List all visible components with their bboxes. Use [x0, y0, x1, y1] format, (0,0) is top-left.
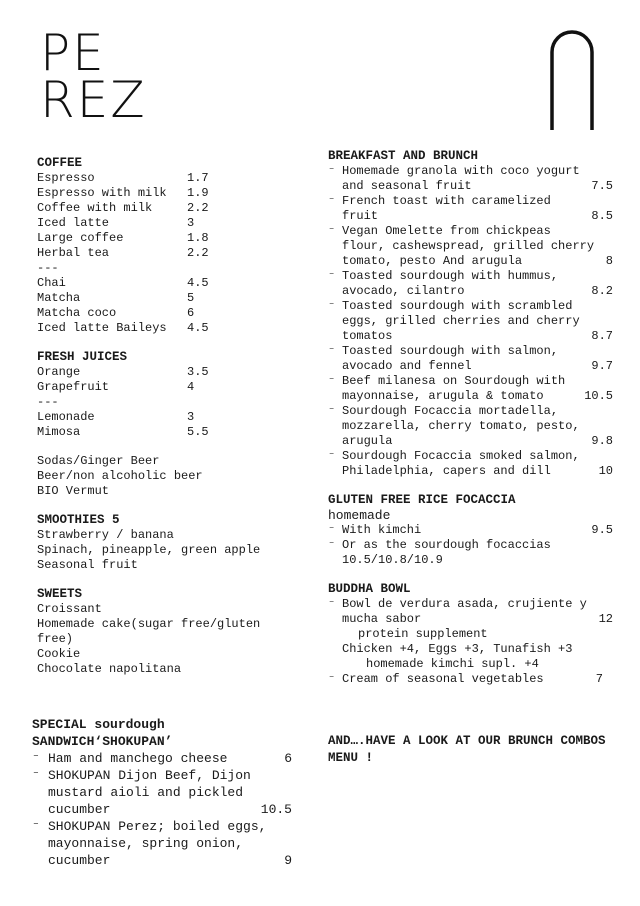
- menu-item: [328, 523, 613, 538]
- item-body: [342, 299, 613, 344]
- right-column: [328, 149, 613, 701]
- logo-line-1: PE: [40, 24, 106, 82]
- dash-icon: ⁻: [32, 751, 40, 766]
- item-body: [342, 164, 613, 194]
- item-text: Homemade granola with coco yogurt and seasonal fruit: [342, 164, 587, 193]
- menu-item: [32, 767, 292, 818]
- dash-icon: ⁻: [328, 538, 336, 552]
- item-text: SHOKUPAN Perez; boiled eggs, mayonnaise, spring onion, cucumber: [48, 819, 275, 868]
- menu-item: [328, 597, 613, 627]
- item-price: 10.5: [584, 389, 613, 403]
- menu-item: [328, 672, 613, 687]
- item-text: With kimchi: [342, 523, 422, 537]
- kimchi-supplement: homemade kimchi supl. +4: [366, 657, 539, 671]
- dash-icon: ⁻: [328, 269, 336, 283]
- item-text: Or as the sourdough focaccias 10.5/10.8/10.9: [342, 538, 559, 567]
- juices-section: [37, 350, 297, 440]
- menu-item: [37, 246, 297, 261]
- item-price: 4.5: [187, 276, 209, 290]
- item-text: Beef milanesa on Sourdough with mayonnaise, arugula & tomato: [342, 374, 573, 403]
- item-name: Chai: [37, 276, 66, 290]
- perez-logo: [40, 24, 147, 129]
- gluten-free-heading: GLUTEN FREE RICE FOCACCIA: [328, 493, 516, 507]
- list-item: Croissant: [37, 602, 102, 616]
- sweets-section: [37, 587, 297, 677]
- item-body: [342, 374, 613, 404]
- item-price: 2.2: [187, 201, 209, 215]
- menu-item: [328, 194, 613, 224]
- menu-item: [32, 818, 292, 869]
- item-text: Bowl de verdura asada, crujiente y mucha sabor: [342, 597, 595, 626]
- list-item: Homemade cake(sugar free/gluten free): [37, 617, 268, 646]
- menu-item: [328, 404, 613, 449]
- smoothies-heading: SMOOTHIES 5: [37, 513, 120, 527]
- menu-item: [328, 449, 613, 479]
- item-price: 7: [595, 672, 603, 686]
- list-item: Strawberry / banana: [37, 528, 174, 542]
- breakfast-heading: BREAKFAST AND BRUNCH: [328, 149, 479, 163]
- item-text: Toasted sourdough with salmon, avocado and fennel: [342, 344, 566, 373]
- sweets-list: [37, 602, 282, 677]
- menu-item: [37, 425, 297, 440]
- item-name: Coffee with milk: [37, 201, 153, 215]
- item-price: 10: [598, 464, 613, 478]
- menu-item: [37, 410, 297, 425]
- special-heading-line-1: SPECIAL sourdough: [32, 717, 165, 732]
- list-item: Cookie: [37, 647, 81, 661]
- list-item: Sodas/Ginger Beer: [37, 454, 160, 468]
- item-name: Iced latte Baileys: [37, 321, 167, 335]
- item-body: [342, 224, 613, 269]
- list-item: Spinach, pineapple, green apple: [37, 543, 261, 557]
- menu-item: [37, 306, 297, 321]
- gluten-free-subtitle: homemade: [328, 508, 391, 523]
- dash-icon: ⁻: [328, 224, 336, 238]
- item-price: 9.7: [591, 359, 613, 373]
- item-name: Mimosa: [37, 425, 81, 439]
- item-name: Orange: [37, 365, 81, 379]
- item-price: 6: [284, 751, 292, 766]
- menu-item: [37, 321, 297, 336]
- menu-item: [37, 231, 297, 246]
- breakfast-list: [328, 164, 613, 479]
- menu-item: [32, 750, 292, 767]
- item-text: SHOKUPAN Dijon Beef, Dijon mustard aioli and pickled cucumber: [48, 768, 259, 817]
- item-text: French toast with caramelized fruit: [342, 194, 559, 223]
- item-price: 6: [187, 306, 195, 320]
- dash-icon: ⁻: [328, 374, 336, 388]
- smoothies-list: [37, 528, 297, 573]
- coffee-section: [37, 156, 297, 336]
- menu-item: [37, 171, 297, 186]
- arch-logo-icon: [548, 26, 596, 130]
- item-price: 9.8: [591, 434, 613, 448]
- special-heading-line-2: SANDWICH‘SHOKUPAN’: [32, 734, 173, 749]
- special-list: [32, 750, 292, 869]
- item-name: Lemonade: [37, 410, 95, 424]
- list-item: Chocolate napolitana: [37, 662, 182, 676]
- menu-item: [37, 261, 297, 276]
- menu-item: [37, 216, 297, 231]
- coffee-list: [37, 171, 297, 336]
- left-column: [37, 156, 297, 691]
- item-body: [342, 538, 613, 568]
- menu-item: [328, 164, 613, 194]
- list-item: Beer/non alcoholic beer: [37, 469, 203, 483]
- dash-icon: ⁻: [328, 164, 336, 178]
- item-name: ---: [37, 395, 59, 409]
- item-price: 8: [605, 254, 613, 268]
- menu-item: [37, 395, 297, 410]
- item-name: Iced latte: [37, 216, 110, 230]
- menu-item: [37, 186, 297, 201]
- item-price: 1.9: [187, 186, 209, 200]
- item-body: [342, 269, 613, 299]
- dash-icon: ⁻: [328, 299, 336, 313]
- item-body: [342, 194, 613, 224]
- menu-item: [328, 224, 613, 269]
- item-price: 1.8: [187, 231, 209, 245]
- item-body: [48, 818, 292, 869]
- menu-item: [328, 344, 613, 374]
- item-text: Sourdough Focaccia mortadella, mozzarella, cherry tomato, pesto, arugula: [342, 404, 587, 448]
- sweets-heading: SWEETS: [37, 587, 83, 601]
- special-sandwich-section: [32, 716, 292, 869]
- menu-item: [37, 291, 297, 306]
- item-price: 3.5: [187, 365, 209, 379]
- coffee-heading: COFFEE: [37, 156, 83, 170]
- item-price: 12: [598, 612, 613, 626]
- buddha-bowl-heading: BUDDHA BOWL: [328, 582, 411, 596]
- item-name: Espresso: [37, 171, 95, 185]
- item-body: [342, 404, 613, 449]
- item-text: Vegan Omelette from chickpeas flour, cashewspread, grilled cherry tomato, pesto And arugula: [342, 224, 602, 268]
- brunch-combos-note: AND….HAVE A LOOK AT OUR BRUNCH COMBOS MENU !: [328, 734, 606, 765]
- menu-item: [37, 201, 297, 216]
- item-price: 4.5: [187, 321, 209, 335]
- item-text: Ham and manchego cheese: [48, 751, 228, 766]
- dash-icon: ⁻: [328, 449, 336, 463]
- item-price: 7.5: [591, 179, 613, 193]
- item-name: Matcha coco: [37, 306, 117, 320]
- item-price: 3: [187, 410, 195, 424]
- protein-label: protein supplement: [358, 627, 488, 641]
- menu-item: [328, 269, 613, 299]
- item-price: 9: [284, 853, 292, 868]
- item-body: [48, 750, 292, 767]
- item-name: ---: [37, 261, 59, 275]
- list-item: BIO Vermut: [37, 484, 110, 498]
- item-text: Toasted sourdough with scrambled eggs, grilled cherries and cherry tomatos: [342, 299, 587, 343]
- dash-icon: ⁻: [328, 404, 336, 418]
- item-name: Grapefruit: [37, 380, 110, 394]
- juices-list: [37, 365, 297, 440]
- drinks-list: [37, 454, 297, 499]
- item-price: 8.7: [591, 329, 613, 343]
- item-text: Toasted sourdough with hummus, avocado, cilantro: [342, 269, 566, 298]
- item-price: 2.2: [187, 246, 209, 260]
- menu-item: [37, 276, 297, 291]
- drinks-section: [37, 454, 297, 499]
- item-price: 9.5: [591, 523, 613, 537]
- item-price: 5: [187, 291, 195, 305]
- item-body: [342, 344, 613, 374]
- dash-icon: ⁻: [32, 768, 40, 783]
- gluten-free-list: [328, 523, 613, 568]
- menu-item: [37, 365, 297, 380]
- breakfast-section: [328, 149, 613, 479]
- item-body: [342, 523, 613, 538]
- item-price: 3: [187, 216, 195, 230]
- item-name: Matcha: [37, 291, 81, 305]
- smoothies-section: [37, 513, 297, 573]
- menu-item: [328, 374, 613, 404]
- juices-heading: FRESH JUICES: [37, 350, 128, 364]
- item-price: 5.5: [187, 425, 209, 439]
- protein-options: Chicken +4, Eggs +3, Tunafish +3: [342, 642, 573, 656]
- item-price: 4: [187, 380, 195, 394]
- item-name: Large coffee: [37, 231, 124, 245]
- buddha-bowl-section: [328, 582, 613, 687]
- list-item: Seasonal fruit: [37, 558, 138, 572]
- item-text: Sourdough Focaccia smoked salmon, Philadelphia, capers and dill: [342, 449, 587, 478]
- item-price: 1.7: [187, 171, 209, 185]
- dash-icon: ⁻: [328, 597, 336, 611]
- menu-item: [328, 299, 613, 344]
- item-body: [48, 767, 292, 818]
- item-name: Espresso with milk: [37, 186, 167, 200]
- dash-icon: ⁻: [32, 819, 40, 834]
- menu-item: [37, 380, 297, 395]
- item-name: Herbal tea: [37, 246, 110, 260]
- dash-icon: ⁻: [328, 344, 336, 358]
- item-text: Cream of seasonal vegetables: [342, 672, 544, 686]
- item-price: 10.5: [260, 802, 292, 817]
- dash-icon: ⁻: [328, 523, 336, 537]
- dash-icon: ⁻: [328, 672, 336, 686]
- dash-icon: ⁻: [328, 194, 336, 208]
- menu-item: [328, 538, 613, 568]
- item-price: 8.2: [591, 284, 613, 298]
- item-price: 8.5: [591, 209, 613, 223]
- gluten-free-section: [328, 493, 613, 568]
- logo-line-2: REZ: [40, 71, 147, 129]
- item-body: [342, 449, 613, 479]
